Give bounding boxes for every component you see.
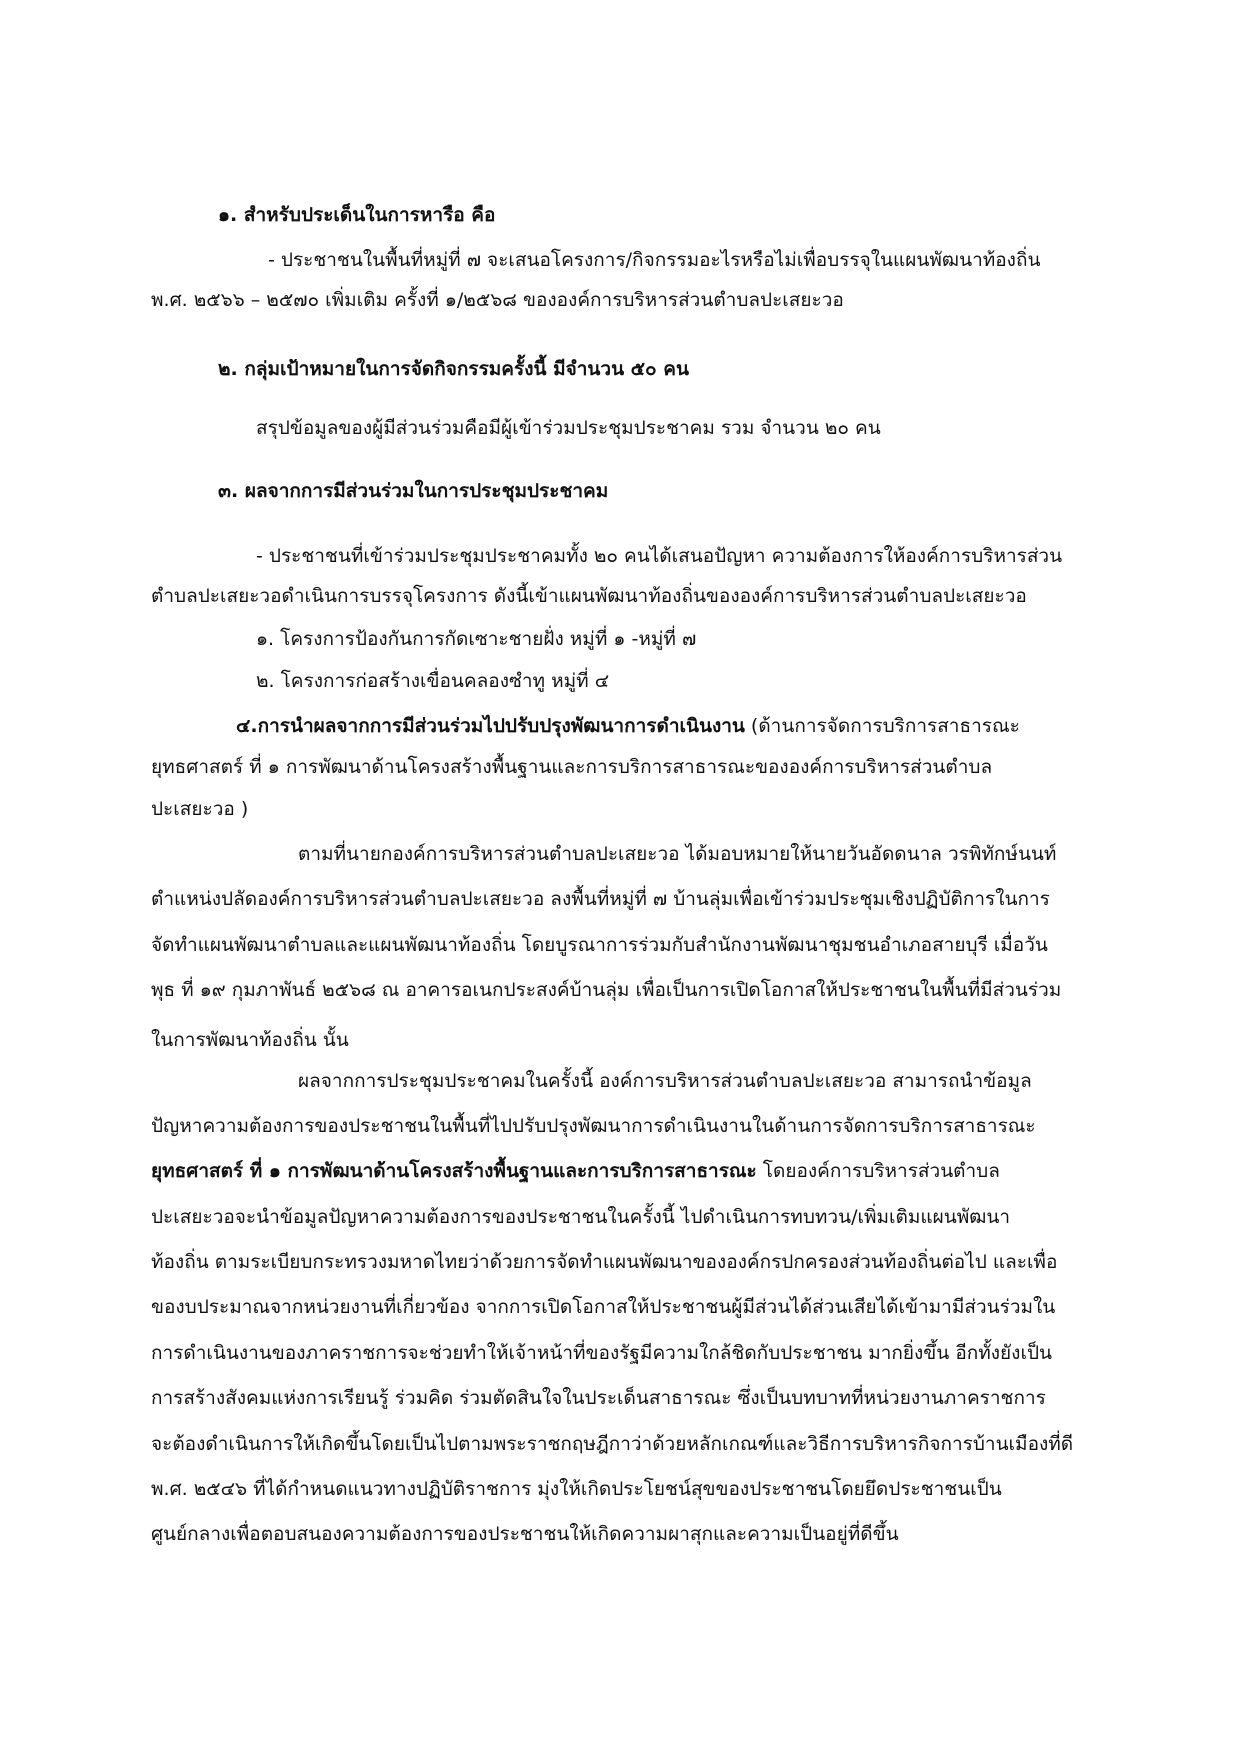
- section3-line2: ตำบลปะเสยะวอดำเนินการบรรจุโครงการ ดังนี้เข้าแผนพัฒนาท้องถิ่นขององค์การบริหารส่วนตำบลปะเสยะวอ: [151, 585, 1027, 607]
- para2-line: [151, 1157, 1000, 1185]
- para2-line: ท้องถิ่น ตามระเบียบกระทรวงมหาดไทยว่าด้วยการจัดทำแผนพัฒนาขององค์กรปกครองส่วนท้องถิ่นต่อไป และเพื่อ: [151, 1251, 1058, 1273]
- para2-line: ปัญหาความต้องการของประชาชนในพื้นที่ไปปรับปรุงพัฒนาการดำเนินงานในด้านการจัดการบริการสาธารณะ: [151, 1115, 1036, 1137]
- section1-line1: - ประชาชนในพื้นที่หมู่ที่ ๗ จะเสนอโครงการ/กิจกรรมอะไรหรือไม่เพื่อบรรจุในแผนพัฒนาท้องถิ่น: [268, 249, 1041, 271]
- section3-item: ๑. โครงการป้องกันการกัดเซาะชายฝั่ง หมู่ที่ ๑ -หมู่ที่ ๗: [256, 628, 697, 650]
- para2-line: ของบประมาณจากหน่วยงานที่เกี่ยวข้อง จากการเปิดโอกาสให้ประชาชนผู้มีส่วนได้ส่วนเสียได้เข้ามามีส่วนร่วมใน: [151, 1296, 1056, 1318]
- para1-line: ตำแหน่งปลัดองค์การบริหารส่วนตำบลปะเสยะวอ ลงพื้นที่หมู่ที่ ๗ บ้านลุ่มเพื่อเข้าร่วมประชุมเชิงปฏิบัติการในการ: [151, 888, 1050, 910]
- section2-heading: ๒. กลุ่มเป้าหมายในการจัดกิจกรรมครั้งนี้ มีจำนวน ๕๐ คน: [218, 358, 689, 380]
- section3-heading: ๓. ผลจากการมีส่วนร่วมในการประชุมประชาคม: [218, 480, 609, 502]
- section4-line2: ยุทธศาสตร์ ที่ ๑ การพัฒนาด้านโครงสร้างพื้นฐานและการบริการสาธารณะขององค์การบริหารส่วนตำบล: [151, 756, 993, 778]
- para1-line: ตามที่นายกองค์การบริหารส่วนตำบลปะเสยะวอ ได้มอบหมายให้นายวันอัดดนาล วรพิทักษ์นนท์: [298, 843, 1057, 865]
- para2-line: พ.ศ. ๒๕๔๖ ที่ได้กำหนดแนวทางปฏิบัติราชการ มุ่งให้เกิดประโยชน์สุขของประชาชนโดยยึดประชาชนเป็น: [151, 1478, 1002, 1500]
- para1-line: ในการพัฒนาท้องถิ่น นั้น: [151, 1029, 349, 1051]
- section1-heading: ๑. สำหรับประเด็นในการหารือ คือ: [218, 204, 496, 226]
- para2-line: ศูนย์กลางเพื่อตอบสนองความต้องการของประชาชนให้เกิดความผาสุกและความเป็นอยู่ที่ดีขึ้น: [151, 1523, 899, 1545]
- section4-heading-rest: (ด้านการจัดการบริการสาธารณะ: [744, 715, 1020, 737]
- para2-line: จะต้องดำเนินการให้เกิดขึ้นโดยเป็นไปตามพระราชกฤษฎีกาว่าด้วยหลักเกณฑ์และวิธีการบริหารกิจการบ้านเมืองที่ดี: [151, 1433, 1074, 1455]
- section3-item: ๒. โครงการก่อสร้างเขื่อนคลองซำทู หมู่ที่ ๔: [256, 670, 610, 692]
- section4-heading-line: [236, 712, 1020, 740]
- para2-line: การสร้างสังคมแห่งการเรียนรู้ ร่วมคิด ร่วมตัดสินใจในประเด็นสาธารณะ ซึ่งเป็นบทบาทที่หน่วยงานภาคราชการ: [151, 1387, 1046, 1409]
- para1-line: จัดทำแผนพัฒนาตำบลและแผนพัฒนาท้องถิ่น โดยบูรณาการร่วมกับสำนักงานพัฒนาชุมชนอำเภอสายบุรี เมื่อวัน: [151, 934, 1048, 956]
- para2-line: การดำเนินงานของภาคราชการจะช่วยทำให้เจ้าหน้าที่ของรัฐมีความใกล้ชิดกับประชาชน มากยิ่งขึ้น อีกทั้งยังเป็น: [151, 1342, 1052, 1364]
- section4-heading-bold: ๔.การนำผลจากการมีส่วนร่วมไปปรับปรุงพัฒนาการดำเนินงาน: [236, 715, 745, 737]
- section4-line3: ปะเสยะวอ ): [151, 798, 249, 820]
- para1-line: พุธ ที่ ๑๙ กุมภาพันธ์ ๒๕๖๘ ณ อาคารอเนกประสงค์บ้านลุ่ม เพื่อเป็นการเปิดโอกาสให้ประชาชนในพื้นที่มีส่วนร่วม: [151, 979, 1062, 1001]
- para2-line: ปะเสยะวอจะนำข้อมูลปัญหาความต้องการของประชาชนในครั้งนี้ ไปดำเนินการทบทวน/เพิ่มเติมแผนพัฒนา: [151, 1206, 1011, 1228]
- section2-summary: สรุปข้อมูลของผู้มีส่วนร่วมคือมีผู้เข้าร่วมประชุมประชาคม รวม จำนวน ๒๐ คน: [256, 417, 881, 439]
- para2-line: ผลจากการประชุมประชาคมในครั้งนี้ องค์การบริหารส่วนตำบลปะเสยะวอ สามารถนำข้อมูล: [298, 1070, 1032, 1092]
- para2-strategy-rest: โดยองค์การบริหารส่วนตำบล: [756, 1160, 1000, 1182]
- para2-strategy-bold: ยุทธศาสตร์ ที่ ๑ การพัฒนาด้านโครงสร้างพื้นฐานและการบริการสาธารณะ: [151, 1160, 757, 1182]
- section3-line1: - ประชาชนที่เข้าร่วมประชุมประชาคมทั้ง ๒๐ คนได้เสนอปัญหา ความต้องการให้องค์การบริหารส่วน: [256, 545, 1063, 567]
- section1-line2: พ.ศ. ๒๕๖๖ – ๒๕๗๐ เพิ่มเติม ครั้งที่ ๑/๒๕๖๘ ขององค์การบริหารส่วนตำบลปะเสยะวอ: [151, 289, 844, 311]
